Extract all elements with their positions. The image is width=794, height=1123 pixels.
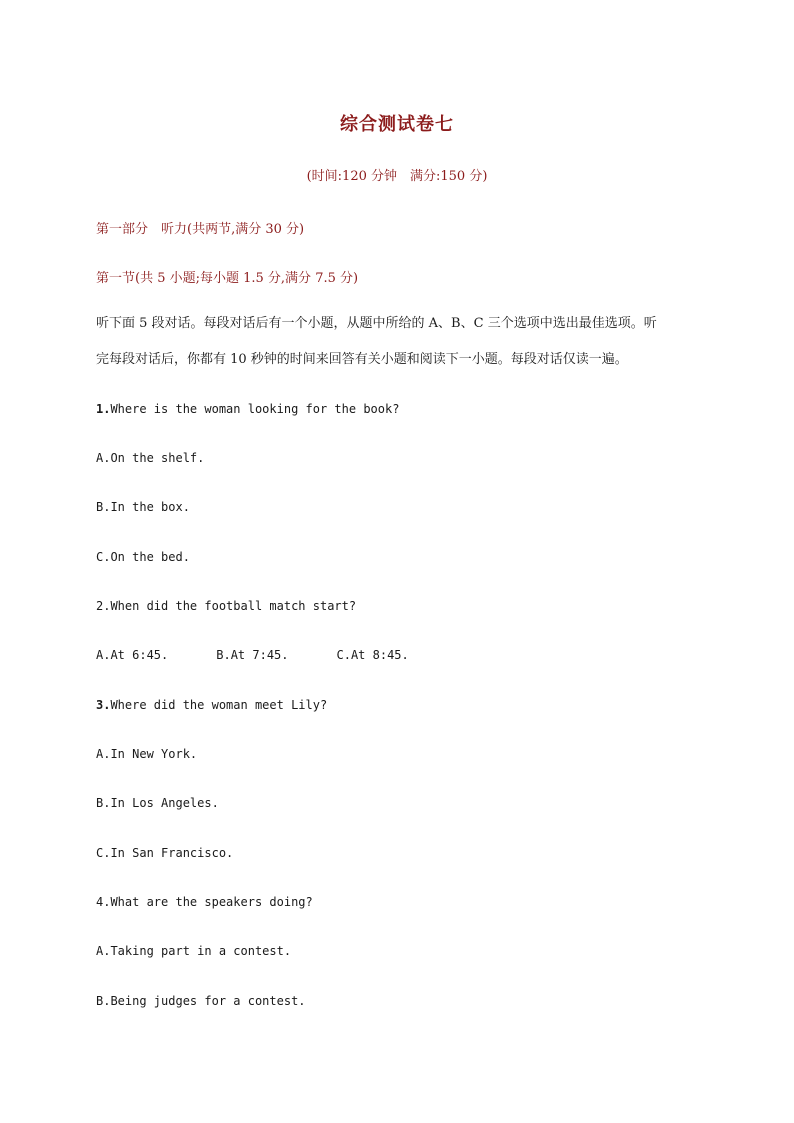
part-heading: 第一部分 听力(共两节,满分 30 分) (96, 222, 305, 237)
question-1 (96, 402, 399, 416)
instructions-line-1: 听下面 5 段对话。每段对话后有一个小题，从题中所给的 A、B、C 三个选项中选出最佳选项。听 (96, 316, 657, 331)
question-number: 2. (96, 599, 111, 613)
question-text: Where did the woman meet Lily? (110, 698, 328, 712)
question-3-option-a: A.In New York. (96, 747, 198, 761)
instructions-line-2: 完每段对话后，你都有 10 秒钟的时间来回答有关小题和阅读下一小题。每段对话仅读一遍。 (96, 352, 628, 367)
question-2-option-c: C.At 8:45. (336, 648, 409, 662)
exam-info: (时间:120 分钟 满分:150 分) (306, 169, 488, 184)
question-4-option-a: A.Taking part in a contest. (96, 944, 292, 958)
question-text: What are the speakers doing? (110, 895, 313, 909)
question-1-option-b: B.In the box. (96, 500, 190, 514)
page-title: 综合测试卷七 (340, 114, 454, 135)
question-4 (96, 895, 313, 909)
question-3 (96, 698, 327, 712)
question-text: When did the football match start? (110, 599, 357, 613)
question-number: 4. (96, 895, 111, 909)
question-3-option-b: B.In Los Angeles. (96, 796, 219, 810)
question-1-option-a: A.On the shelf. (96, 451, 205, 465)
question-2-option-a: A.At 6:45. (96, 648, 169, 662)
question-number: 3. (96, 698, 111, 712)
question-1-option-c: C.On the bed. (96, 550, 190, 564)
question-2-options (96, 648, 457, 662)
question-4-option-b: B.Being judges for a contest. (96, 994, 306, 1008)
question-text: Where is the woman looking for the book? (110, 402, 400, 416)
section-heading: 第一节(共 5 小题;每小题 1.5 分,满分 7.5 分) (96, 271, 359, 286)
instructions (96, 306, 696, 378)
question-2 (96, 599, 356, 613)
question-3-option-c: C.In San Francisco. (96, 846, 234, 860)
question-number: 1. (96, 402, 111, 416)
question-2-option-b: B.At 7:45. (216, 648, 289, 662)
